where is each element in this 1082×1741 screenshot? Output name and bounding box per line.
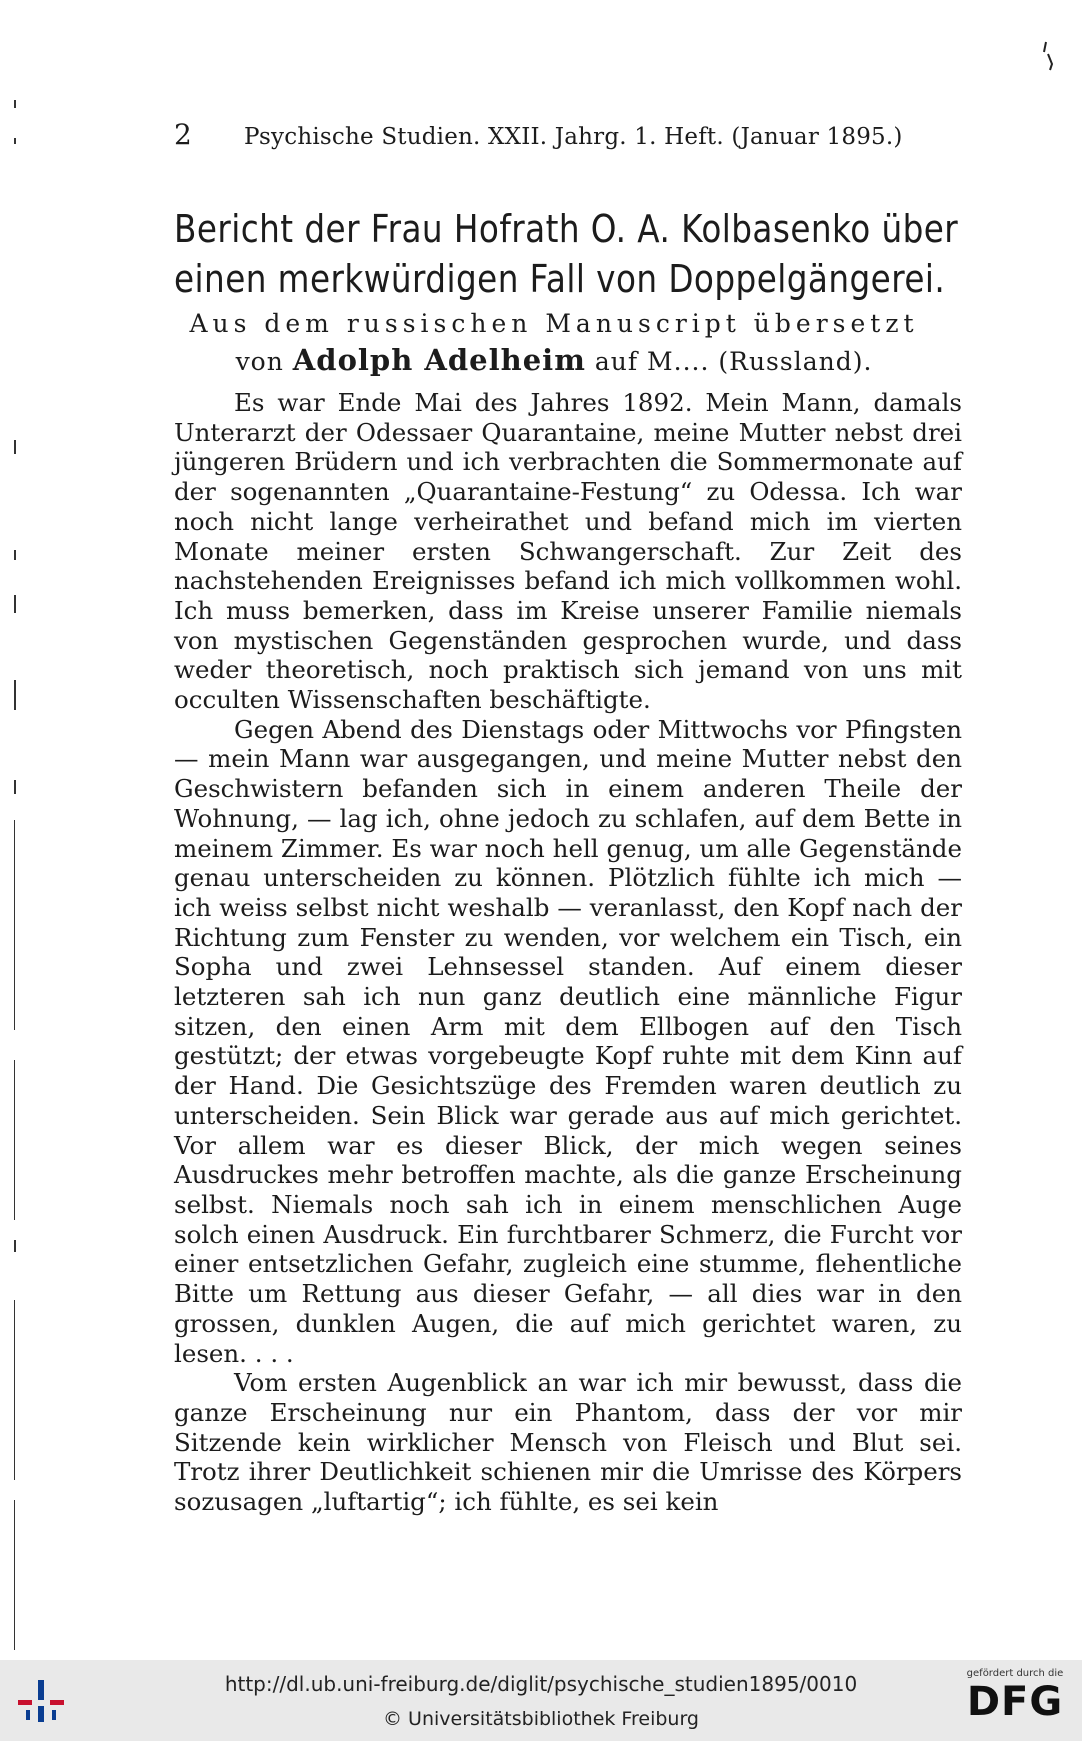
paragraph-3: Vom ersten Augenblick an war ich mir bewusst, dass die ganze Erscheinung nur ein Phantom, dass der vor mir Sitzende kein wirklicher Mensch von Fleisch und Blut sei. Trotz ihrer Deutlichkeit schienen mir die Umrisse des Körpers sozusagen „luftartig“; ich fühlte, es sei kein: [174, 1368, 962, 1517]
title-line-1: Bericht der Frau Hofrath O. A. Kolbasenko über: [174, 207, 959, 251]
funder-caption: gefördert durch die: [966, 1668, 1064, 1679]
author-name: Adolph Adelheim: [292, 343, 586, 377]
subtitle-suffix: auf M.... (Russland).: [594, 347, 873, 376]
viewer-footer: [0, 1660, 1082, 1741]
running-header: [174, 118, 926, 151]
article-title: [174, 204, 959, 304]
funder-logo-text: DFG: [966, 1679, 1064, 1725]
running-title: Psychische Studien. XXII. Jahrg. 1. Heft. (Januar 1895.): [244, 124, 903, 150]
title-line-2: einen merkwürdigen Fall von Doppelgängerei.: [174, 257, 946, 301]
subtitle-line-1: Aus dem russischen Manuscript übersetzt: [189, 309, 919, 338]
paragraph-2: Gegen Abend des Dienstags oder Mittwochs vor Pfingsten — mein Mann war ausgegangen, und meine Mutter nebst den Geschwistern befanden sich in einem anderen Theile der Wohnung, — lag ich, ohne jedoch zu schlafen, auf dem Bette in meinem Zimmer. Es war noch hell genug, um alle Gegenstände genau unterscheiden zu können. Plötzlich fühlte ich mich — ich weiss selbst nicht weshalb — veranlasst, den Kopf nach der Richtung zum Fenster zu wenden, vor welchem ein Tisch, ein Sopha und zwei Lehnsessel standen. Auf einem dieser letzteren sah ich nun ganz deutlich eine männliche Figur sitzen, den einen Arm mit dem Ellbogen auf den Tisch gestützt; der etwas vorgebeugte Kopf ruhte mit dem Kinn auf der Hand. Die Gesichtszüge des Fremden waren deutlich zu unterscheiden. Sein Blick war gerade aus auf mich gerichtet. Vor allem war es dieser Blick, der mich wegen seines Ausdruckes mehr betroffen machte, als die ganze Erscheinung selbst. Niemals noch sah ich in einem menschlichen Auge solch einen Ausdruck. Ein furchtbarer Schmerz, die Furcht vor einer entsetzlichen Gefahr, zugleich eine stumme, flehentliche Bitte um Rettung aus dieser Gefahr, — all dies war in den grossen, dunklen Augen, die auf mich gerichtet waren, zu lesen. . . .: [174, 714, 962, 1368]
paragraph-1: Es war Ende Mai des Jahres 1892. Mein Mann, damals Unterarzt der Odessaer Quarantaine, meine Mutter nebst drei jüngeren Brüdern und ich verbrachten die Sommermonate auf der sogenannten „Quarantaine-Festung“ zu Odessa. Ich war noch nicht lange verheirathet und befand mich im vierten Monate meiner ersten Schwangerschaft. Zur Zeit des nachstehenden Ereignisses befand ich mich vollkommen wohl. Ich muss bemerken, dass im Kreise unserer Familie niemals von mystischen Gegenständen gesprochen wurde, und dass weder theoretisch, noch praktisch sich jemand von uns mit occulten Wissenschaften beschäftigte.: [174, 388, 962, 715]
article-body: [174, 388, 962, 1517]
page-edge-marks: [8, 80, 38, 1660]
subtitle-prefix: von: [235, 347, 284, 376]
dfg-logo-icon: [958, 1668, 1072, 1736]
article-subtitle: [174, 306, 934, 380]
subtitle-line-2: [174, 342, 934, 380]
page-number: 2: [174, 118, 193, 151]
corner-mark-icon: [1040, 40, 1060, 80]
permalink-url[interactable]: http://dl.ub.uni-freiburg.de/diglit/psychische_studien1895/0010: [224, 1672, 858, 1696]
copyright-notice: © Universitätsbibliothek Freiburg: [383, 1708, 699, 1730]
